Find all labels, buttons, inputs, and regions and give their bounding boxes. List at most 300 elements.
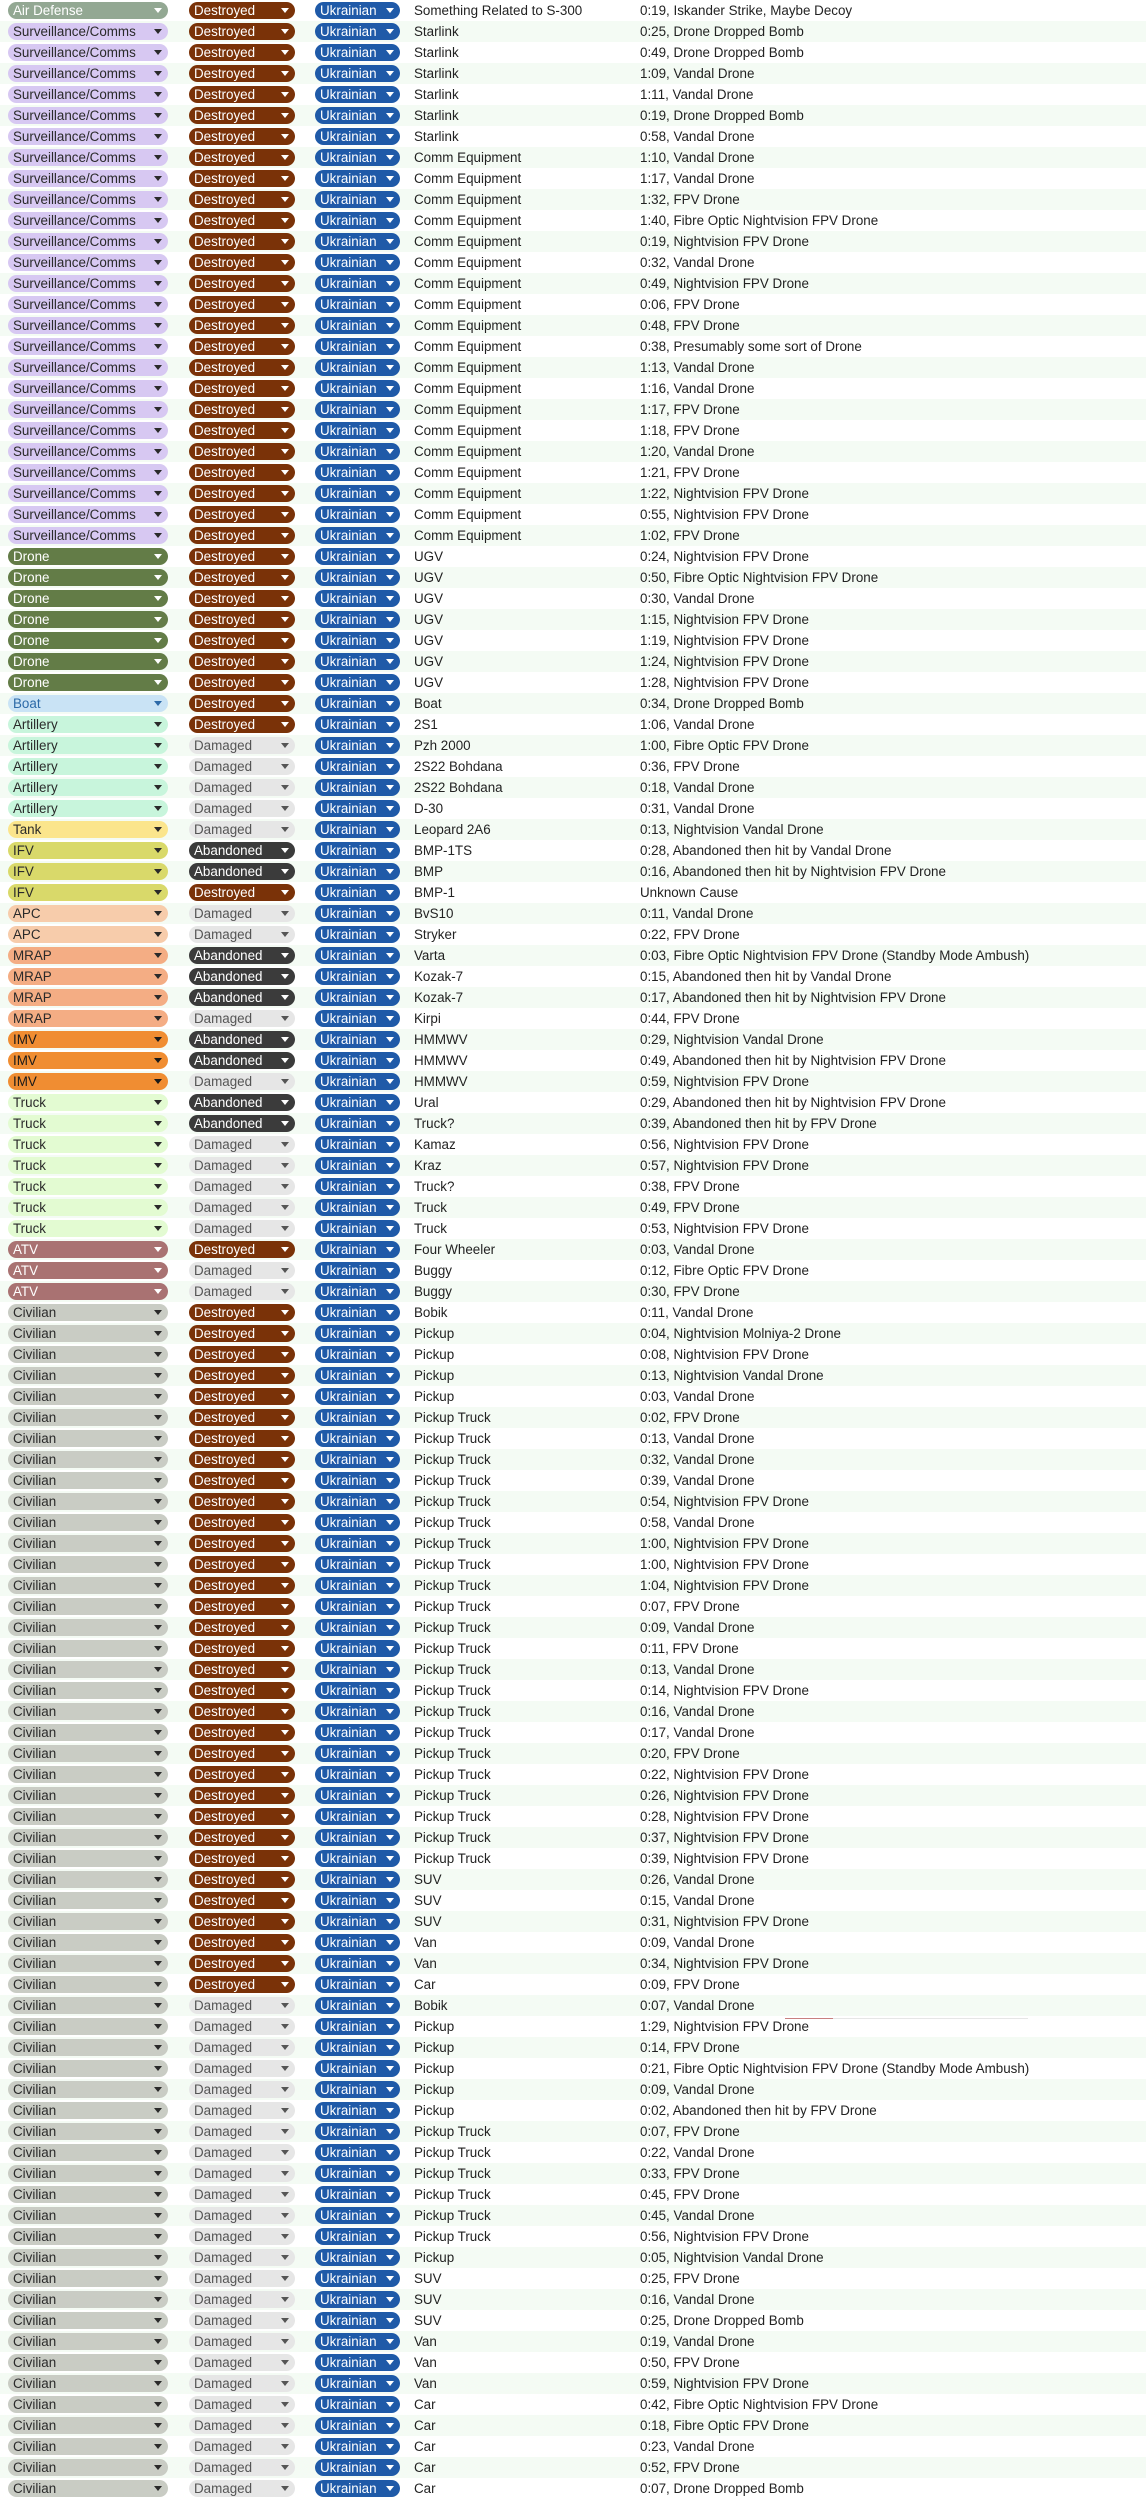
status-select[interactable] [189, 632, 295, 649]
type-select[interactable] [8, 107, 168, 124]
type-select[interactable] [8, 1367, 168, 1384]
side-select[interactable] [315, 611, 400, 628]
type-select[interactable] [8, 590, 168, 607]
equipment-cell[interactable]: Van [414, 2334, 437, 2349]
type-select[interactable] [8, 1094, 168, 1111]
type-select[interactable] [8, 23, 168, 40]
side-select[interactable] [315, 1934, 400, 1951]
type-select[interactable] [8, 2249, 168, 2266]
status-select[interactable] [189, 275, 295, 292]
notes-cell[interactable]: 0:13, Vandal Drone [640, 1431, 755, 1446]
equipment-cell[interactable]: Comm Equipment [414, 381, 522, 396]
type-select[interactable] [8, 275, 168, 292]
side-select[interactable] [315, 1325, 400, 1342]
status-select[interactable] [189, 2438, 295, 2455]
type-select[interactable] [8, 1598, 168, 1615]
equipment-cell[interactable]: BMP [414, 864, 444, 879]
notes-cell[interactable]: 0:49, Abandoned then hit by Nightvision FPV Drone [640, 1053, 946, 1068]
type-select[interactable] [8, 380, 168, 397]
side-select[interactable] [315, 1031, 400, 1048]
notes-cell[interactable]: 0:02, Abandoned then hit by FPV Drone [640, 2103, 877, 2118]
type-select[interactable] [8, 1724, 168, 1741]
notes-cell[interactable]: 1:17, FPV Drone [640, 402, 740, 417]
type-select[interactable] [8, 842, 168, 859]
notes-cell[interactable]: 0:17, Vandal Drone [640, 1725, 755, 1740]
notes-cell[interactable]: 1:29, Nightvision FPV Drone [640, 2019, 809, 2034]
equipment-cell[interactable]: Starlink [414, 45, 459, 60]
notes-cell[interactable]: 0:19, Iskander Strike, Maybe Decoy [640, 3, 853, 18]
side-select[interactable] [315, 317, 400, 334]
side-select[interactable] [315, 1871, 400, 1888]
type-select[interactable] [8, 1661, 168, 1678]
type-select[interactable] [8, 2102, 168, 2119]
status-select[interactable] [189, 2417, 295, 2434]
type-select[interactable] [8, 569, 168, 586]
status-select[interactable] [189, 716, 295, 733]
side-select[interactable] [315, 1136, 400, 1153]
equipment-cell[interactable]: Pickup [414, 1368, 455, 1383]
notes-cell[interactable]: 0:18, Fibre Optic FPV Drone [640, 2418, 809, 2433]
type-select[interactable] [8, 1304, 168, 1321]
equipment-cell[interactable]: Starlink [414, 129, 459, 144]
equipment-cell[interactable]: BvS10 [414, 906, 454, 921]
type-select[interactable] [8, 1262, 168, 1279]
status-select[interactable] [189, 506, 295, 523]
side-select[interactable] [315, 359, 400, 376]
equipment-cell[interactable]: SUV [414, 1914, 442, 1929]
notes-cell[interactable]: 0:59, Nightvision FPV Drone [640, 1074, 809, 1089]
equipment-cell[interactable]: SUV [414, 1872, 442, 1887]
status-select[interactable] [189, 422, 295, 439]
status-select[interactable] [189, 65, 295, 82]
equipment-cell[interactable]: Pickup Truck [414, 1557, 491, 1572]
side-select[interactable] [315, 695, 400, 712]
side-select[interactable] [315, 863, 400, 880]
side-select[interactable] [315, 1409, 400, 1426]
equipment-cell[interactable]: BMP-1 [414, 885, 455, 900]
notes-cell[interactable]: 0:29, Abandoned then hit by Nightvision FPV Drone [640, 1095, 946, 1110]
status-select[interactable] [189, 527, 295, 544]
type-select[interactable] [8, 968, 168, 985]
side-select[interactable] [315, 2270, 400, 2287]
equipment-cell[interactable]: Comm Equipment [414, 465, 522, 480]
notes-cell[interactable]: 1:02, FPV Drone [640, 528, 740, 543]
side-select[interactable] [315, 2060, 400, 2077]
notes-cell[interactable]: 0:39, Nightvision FPV Drone [640, 1851, 809, 1866]
equipment-cell[interactable]: Pickup Truck [414, 1788, 491, 1803]
equipment-cell[interactable]: Car [414, 2418, 436, 2433]
equipment-cell[interactable]: Comm Equipment [414, 528, 522, 543]
side-select[interactable] [315, 905, 400, 922]
side-select[interactable] [315, 170, 400, 187]
status-select[interactable] [189, 1703, 295, 1720]
type-select[interactable] [8, 1892, 168, 1909]
side-select[interactable] [315, 2333, 400, 2350]
type-select[interactable] [8, 548, 168, 565]
status-select[interactable] [189, 2186, 295, 2203]
equipment-cell[interactable]: Four Wheeler [414, 1242, 496, 1257]
notes-cell[interactable]: 0:13, Vandal Drone [640, 1662, 755, 1677]
side-select[interactable] [315, 1241, 400, 1258]
side-select[interactable] [315, 275, 400, 292]
status-select[interactable] [189, 254, 295, 271]
type-select[interactable] [8, 863, 168, 880]
equipment-cell[interactable]: Pickup [414, 2019, 455, 2034]
status-select[interactable] [189, 2480, 295, 2497]
notes-cell[interactable]: 0:32, Vandal Drone [640, 1452, 755, 1467]
type-select[interactable] [8, 44, 168, 61]
type-select[interactable] [8, 1535, 168, 1552]
notes-cell[interactable]: 1:10, Vandal Drone [640, 150, 755, 165]
status-select[interactable] [189, 464, 295, 481]
status-select[interactable] [189, 842, 295, 859]
side-select[interactable] [315, 1766, 400, 1783]
equipment-cell[interactable]: SUV [414, 2313, 442, 2328]
notes-cell[interactable]: 1:00, Fibre Optic FPV Drone [640, 738, 809, 753]
status-select[interactable] [189, 1829, 295, 1846]
side-select[interactable] [315, 737, 400, 754]
status-select[interactable] [189, 1766, 295, 1783]
notes-cell[interactable]: 1:04, Nightvision FPV Drone [640, 1578, 809, 1593]
type-select[interactable] [8, 527, 168, 544]
notes-cell[interactable]: 0:55, Nightvision FPV Drone [640, 507, 809, 522]
equipment-cell[interactable]: Pickup [414, 2061, 455, 2076]
type-select[interactable] [8, 2186, 168, 2203]
status-select[interactable] [189, 1472, 295, 1489]
side-select[interactable] [315, 2081, 400, 2098]
status-select[interactable] [189, 821, 295, 838]
side-select[interactable] [315, 1997, 400, 2014]
type-select[interactable] [8, 443, 168, 460]
type-select[interactable] [8, 2018, 168, 2035]
side-select[interactable] [315, 1052, 400, 1069]
type-select[interactable] [8, 905, 168, 922]
type-select[interactable] [8, 2438, 168, 2455]
notes-cell[interactable]: 0:11, Vandal Drone [640, 906, 754, 921]
status-select[interactable] [189, 758, 295, 775]
status-select[interactable] [189, 1577, 295, 1594]
status-select[interactable] [189, 1619, 295, 1636]
side-select[interactable] [315, 1430, 400, 1447]
status-select[interactable] [189, 2312, 295, 2329]
equipment-cell[interactable]: UGV [414, 675, 444, 690]
type-select[interactable] [8, 1157, 168, 1174]
side-select[interactable] [315, 1661, 400, 1678]
type-select[interactable] [8, 338, 168, 355]
side-select[interactable] [315, 1262, 400, 1279]
status-select[interactable] [189, 2144, 295, 2161]
side-select[interactable] [315, 1178, 400, 1195]
status-select[interactable] [189, 485, 295, 502]
equipment-cell[interactable]: Bobik [414, 1998, 448, 2013]
side-select[interactable] [315, 1976, 400, 1993]
side-select[interactable] [315, 2228, 400, 2245]
notes-cell[interactable]: 0:26, Nightvision FPV Drone [640, 1788, 809, 1803]
side-select[interactable] [315, 2207, 400, 2224]
side-select[interactable] [315, 2123, 400, 2140]
status-select[interactable] [189, 1451, 295, 1468]
type-select[interactable] [8, 1703, 168, 1720]
side-select[interactable] [315, 2186, 400, 2203]
status-select[interactable] [189, 191, 295, 208]
side-select[interactable] [315, 1094, 400, 1111]
side-select[interactable] [315, 1451, 400, 1468]
status-select[interactable] [189, 1955, 295, 1972]
notes-cell[interactable]: 0:50, FPV Drone [640, 2355, 740, 2370]
status-select[interactable] [189, 401, 295, 418]
side-select[interactable] [315, 1388, 400, 1405]
equipment-cell[interactable]: 2S1 [414, 717, 438, 732]
equipment-cell[interactable]: Varta [414, 948, 446, 963]
notes-cell[interactable]: 0:34, Drone Dropped Bomb [640, 696, 804, 711]
notes-cell[interactable]: 1:09, Vandal Drone [640, 66, 755, 81]
status-select[interactable] [189, 149, 295, 166]
notes-cell[interactable]: 0:39, Abandoned then hit by FPV Drone [640, 1116, 877, 1131]
status-select[interactable] [189, 380, 295, 397]
status-select[interactable] [189, 1010, 295, 1027]
equipment-cell[interactable]: Pickup Truck [414, 1746, 491, 1761]
equipment-cell[interactable]: Comm Equipment [414, 444, 522, 459]
type-select[interactable] [8, 947, 168, 964]
side-select[interactable] [315, 23, 400, 40]
type-select[interactable] [8, 737, 168, 754]
type-select[interactable] [8, 2333, 168, 2350]
notes-cell[interactable]: 0:19, Drone Dropped Bomb [640, 108, 804, 123]
equipment-cell[interactable]: Pickup [414, 1389, 455, 1404]
status-select[interactable] [189, 2270, 295, 2287]
status-select[interactable] [189, 548, 295, 565]
type-select[interactable] [8, 1913, 168, 1930]
notes-cell[interactable]: 0:16, Abandoned then hit by Nightvision FPV Drone [640, 864, 946, 879]
type-select[interactable] [8, 695, 168, 712]
notes-cell[interactable]: 0:16, Vandal Drone [640, 2292, 755, 2307]
status-select[interactable] [189, 2039, 295, 2056]
equipment-cell[interactable]: Kirpi [414, 1011, 441, 1026]
side-select[interactable] [315, 254, 400, 271]
type-select[interactable] [8, 884, 168, 901]
side-select[interactable] [315, 2438, 400, 2455]
type-select[interactable] [8, 926, 168, 943]
notes-cell[interactable]: 0:13, Nightvision Vandal Drone [640, 1368, 824, 1383]
equipment-cell[interactable]: Pickup Truck [414, 2145, 491, 2160]
side-select[interactable] [315, 506, 400, 523]
type-select[interactable] [8, 1745, 168, 1762]
status-select[interactable] [189, 296, 295, 313]
notes-cell[interactable]: 0:26, Vandal Drone [640, 1872, 755, 1887]
status-select[interactable] [189, 1787, 295, 1804]
type-select[interactable] [8, 2354, 168, 2371]
type-select[interactable] [8, 779, 168, 796]
side-select[interactable] [315, 1577, 400, 1594]
type-select[interactable] [8, 317, 168, 334]
equipment-cell[interactable]: Van [414, 2376, 437, 2391]
type-select[interactable] [8, 1619, 168, 1636]
status-select[interactable] [189, 2102, 295, 2119]
equipment-cell[interactable]: Comm Equipment [414, 486, 522, 501]
status-select[interactable] [189, 1724, 295, 1741]
type-select[interactable] [8, 611, 168, 628]
notes-cell[interactable]: 0:38, Presumably some sort of Drone [640, 339, 862, 354]
type-select[interactable] [8, 128, 168, 145]
status-select[interactable] [189, 611, 295, 628]
side-select[interactable] [315, 149, 400, 166]
status-select[interactable] [189, 569, 295, 586]
side-select[interactable] [315, 821, 400, 838]
status-select[interactable] [189, 2354, 295, 2371]
equipment-cell[interactable]: UGV [414, 633, 444, 648]
type-select[interactable] [8, 2312, 168, 2329]
type-select[interactable] [8, 170, 168, 187]
side-select[interactable] [315, 1283, 400, 1300]
equipment-cell[interactable]: Van [414, 1935, 437, 1950]
status-select[interactable] [189, 2396, 295, 2413]
equipment-cell[interactable]: Pickup Truck [414, 1473, 491, 1488]
status-select[interactable] [189, 926, 295, 943]
status-select[interactable] [189, 1409, 295, 1426]
equipment-cell[interactable]: Pzh 2000 [414, 738, 471, 753]
type-select[interactable] [8, 1997, 168, 2014]
equipment-cell[interactable]: Comm Equipment [414, 213, 522, 228]
status-select[interactable] [189, 2018, 295, 2035]
status-select[interactable] [189, 1346, 295, 1363]
equipment-cell[interactable]: Comm Equipment [414, 339, 522, 354]
type-select[interactable] [8, 2081, 168, 2098]
notes-cell[interactable]: 0:30, Vandal Drone [640, 591, 755, 606]
side-select[interactable] [315, 2375, 400, 2392]
status-select[interactable] [189, 1892, 295, 1909]
notes-cell[interactable]: 0:18, Vandal Drone [640, 780, 755, 795]
equipment-cell[interactable]: UGV [414, 654, 444, 669]
status-select[interactable] [189, 2123, 295, 2140]
notes-cell[interactable]: 0:22, FPV Drone [640, 927, 740, 942]
type-select[interactable] [8, 821, 168, 838]
notes-cell[interactable]: 0:09, Vandal Drone [640, 1935, 755, 1950]
equipment-cell[interactable]: 2S22 Bohdana [414, 780, 503, 795]
status-select[interactable] [189, 1220, 295, 1237]
side-select[interactable] [315, 1892, 400, 1909]
equipment-cell[interactable]: Truck [414, 1200, 447, 1215]
status-select[interactable] [189, 863, 295, 880]
notes-cell[interactable]: 1:00, Nightvision FPV Drone [640, 1536, 809, 1551]
side-select[interactable] [315, 1787, 400, 1804]
side-select[interactable] [315, 1619, 400, 1636]
status-select[interactable] [189, 674, 295, 691]
type-select[interactable] [8, 2480, 168, 2497]
side-select[interactable] [315, 947, 400, 964]
notes-cell[interactable]: 0:38, FPV Drone [640, 1179, 740, 1194]
type-select[interactable] [8, 1829, 168, 1846]
notes-cell[interactable]: 0:23, Vandal Drone [640, 2439, 755, 2454]
notes-cell[interactable]: 0:24, Nightvision FPV Drone [640, 549, 809, 564]
equipment-cell[interactable]: HMMWV [414, 1032, 468, 1047]
notes-cell[interactable]: 0:29, Nightvision Vandal Drone [640, 1032, 824, 1047]
status-select[interactable] [189, 1661, 295, 1678]
type-select[interactable] [8, 2417, 168, 2434]
type-select[interactable] [8, 800, 168, 817]
notes-cell[interactable]: 0:25, Drone Dropped Bomb [640, 24, 804, 39]
status-select[interactable] [189, 1283, 295, 1300]
type-select[interactable] [8, 401, 168, 418]
side-select[interactable] [315, 1115, 400, 1132]
status-select[interactable] [189, 947, 295, 964]
notes-cell[interactable]: 0:20, FPV Drone [640, 1746, 740, 1761]
side-select[interactable] [315, 968, 400, 985]
status-select[interactable] [189, 1367, 295, 1384]
status-select[interactable] [189, 1535, 295, 1552]
type-select[interactable] [8, 2375, 168, 2392]
equipment-cell[interactable]: Comm Equipment [414, 150, 522, 165]
type-select[interactable] [8, 1850, 168, 1867]
type-select[interactable] [8, 1241, 168, 1258]
status-select[interactable] [189, 1598, 295, 1615]
status-select[interactable] [189, 359, 295, 376]
type-select[interactable] [8, 2039, 168, 2056]
type-select[interactable] [8, 1388, 168, 1405]
status-select[interactable] [189, 1115, 295, 1132]
side-select[interactable] [315, 1157, 400, 1174]
type-select[interactable] [8, 674, 168, 691]
equipment-cell[interactable]: Ural [414, 1095, 439, 1110]
status-select[interactable] [189, 1976, 295, 1993]
equipment-cell[interactable]: Truck? [414, 1116, 455, 1131]
notes-cell[interactable]: 0:11, FPV Drone [640, 1641, 739, 1656]
side-select[interactable] [315, 1493, 400, 1510]
equipment-cell[interactable]: Car [414, 2439, 436, 2454]
side-select[interactable] [315, 65, 400, 82]
type-select[interactable] [8, 86, 168, 103]
status-select[interactable] [189, 23, 295, 40]
status-select[interactable] [189, 1199, 295, 1216]
status-select[interactable] [189, 1556, 295, 1573]
status-select[interactable] [189, 107, 295, 124]
status-select[interactable] [189, 2249, 295, 2266]
status-select[interactable] [189, 1073, 295, 1090]
side-select[interactable] [315, 1556, 400, 1573]
equipment-cell[interactable]: Boat [414, 696, 442, 711]
type-select[interactable] [8, 2207, 168, 2224]
notes-cell[interactable]: 0:19, Vandal Drone [640, 2334, 755, 2349]
equipment-cell[interactable]: Van [414, 2355, 437, 2370]
type-select[interactable] [8, 296, 168, 313]
status-select[interactable] [189, 1094, 295, 1111]
type-select[interactable] [8, 2123, 168, 2140]
type-select[interactable] [8, 1472, 168, 1489]
notes-cell[interactable]: 0:57, Nightvision FPV Drone [640, 1158, 809, 1173]
status-select[interactable] [189, 44, 295, 61]
notes-cell[interactable]: 0:06, FPV Drone [640, 297, 740, 312]
notes-cell[interactable]: 0:59, Nightvision FPV Drone [640, 2376, 809, 2391]
equipment-cell[interactable]: HMMWV [414, 1074, 468, 1089]
status-select[interactable] [189, 1745, 295, 1762]
status-select[interactable] [189, 1850, 295, 1867]
side-select[interactable] [315, 2165, 400, 2182]
side-select[interactable] [315, 1220, 400, 1237]
notes-cell[interactable]: 0:28, Nightvision FPV Drone [640, 1809, 809, 1824]
status-select[interactable] [189, 1178, 295, 1195]
type-select[interactable] [8, 1220, 168, 1237]
status-select[interactable] [189, 1682, 295, 1699]
status-select[interactable] [189, 779, 295, 796]
type-select[interactable] [8, 149, 168, 166]
type-select[interactable] [8, 485, 168, 502]
type-select[interactable] [8, 1283, 168, 1300]
status-select[interactable] [189, 884, 295, 901]
side-select[interactable] [315, 2417, 400, 2434]
side-select[interactable] [315, 1598, 400, 1615]
equipment-cell[interactable]: Car [414, 2397, 436, 2412]
equipment-cell[interactable]: Pickup Truck [414, 2166, 491, 2181]
status-select[interactable] [189, 212, 295, 229]
